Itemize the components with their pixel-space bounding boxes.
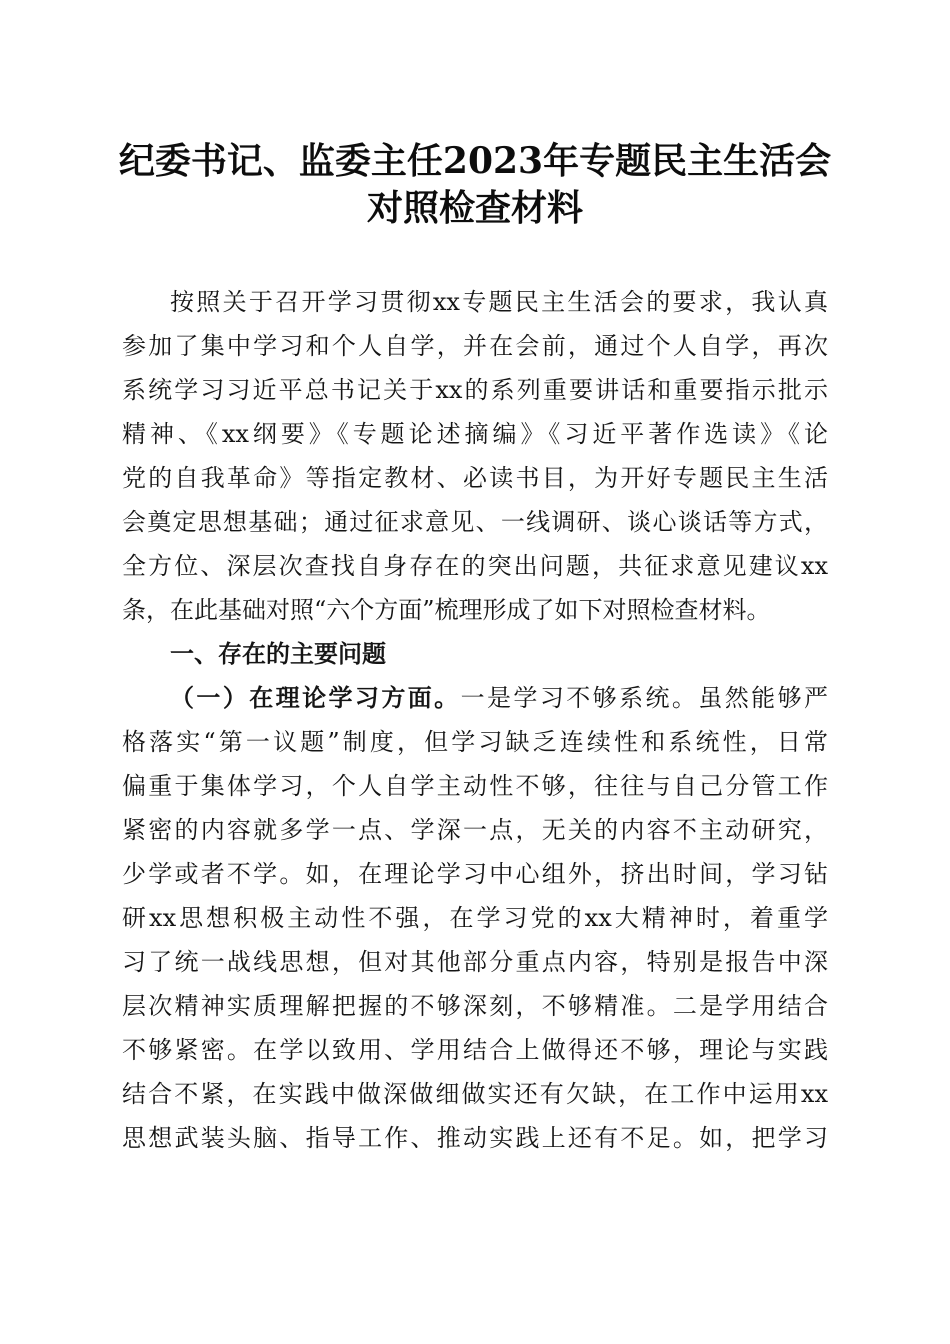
paragraph-2-line-10: 结合不紧，在实践中做深做细做实还有欠缺，在工作中运用xx: [122, 1080, 828, 1108]
paragraph-1-line-3: 系统学习习近平总书记关于xx的系列重要讲话和重要指示批示: [122, 376, 828, 404]
paragraph-2-line-9: 不够紧密。在学以致用、学用结合上做得还不够，理论与实践: [122, 1036, 828, 1064]
paragraph-2-line-1: [170, 683, 828, 727]
subsection-1-lead: （一）在理论学习方面。: [170, 684, 461, 712]
paragraph-2-line-2: 格落实“第一议题”制度，但学习缺乏连续性和系统性，日常: [122, 728, 828, 756]
paragraph-2-line-8: 层次精神实质理解把握的不够深刻，不够精准。二是学用结合: [122, 992, 828, 1020]
paragraph-1-line-6: 会奠定思想基础；通过征求意见、一线调研、谈心谈话等方式，: [122, 508, 828, 536]
subsection-1-first-rest: 一是学习不够系统。虽然能够严: [460, 684, 829, 712]
paragraph-2-line-7: 习了统一战线思想，但对其他部分重点内容，特别是报告中深: [122, 948, 828, 976]
paragraph-1-line-2: 参加了集中学习和个人自学，并在会前，通过个人自学，再次: [122, 332, 828, 360]
paragraph-1-line-7: 全方位、深层次查找自身存在的突出问题，共征求意见建议xx: [122, 552, 828, 580]
section-1-heading: 一、存在的主要问题: [170, 640, 386, 668]
paragraph-1-line-5: 党的自我革命》等指定教材、必读书目，为开好专题民主生活: [122, 464, 828, 492]
paragraph-2-line-4: 紧密的内容就多学一点、学深一点，无关的内容不主动研究，: [122, 816, 828, 844]
paragraph-2-line-11: 思想武装头脑、指导工作、推动实践上还有不足。如，把学习: [122, 1124, 828, 1152]
document-title-line-1: 纪委书记、监委主任2023年专题民主生活会: [118, 140, 832, 182]
paragraph-1-line-4: 精神、《xx纲要》《专题论述摘编》《习近平著作选读》《论: [122, 420, 828, 448]
paragraph-2-line-3: 偏重于集体学习，个人自学主动性不够，往往与自己分管工作: [122, 772, 828, 800]
paragraph-1-line-1: 按照关于召开学习贯彻xx专题民主生活会的要求，我认真: [170, 288, 828, 316]
paragraph-2-line-5: 少学或者不学。如，在理论学习中心组外，挤出时间，学习钻: [122, 860, 828, 888]
paragraph-1-line-8: 条，在此基础对照“六个方面”梳理形成了如下对照检查材料。: [122, 596, 771, 624]
document-title-line-2: 对照检查材料: [366, 187, 583, 229]
paragraph-2-line-6: 研xx思想积极主动性不强，在学习党的xx大精神时，着重学: [122, 904, 828, 932]
